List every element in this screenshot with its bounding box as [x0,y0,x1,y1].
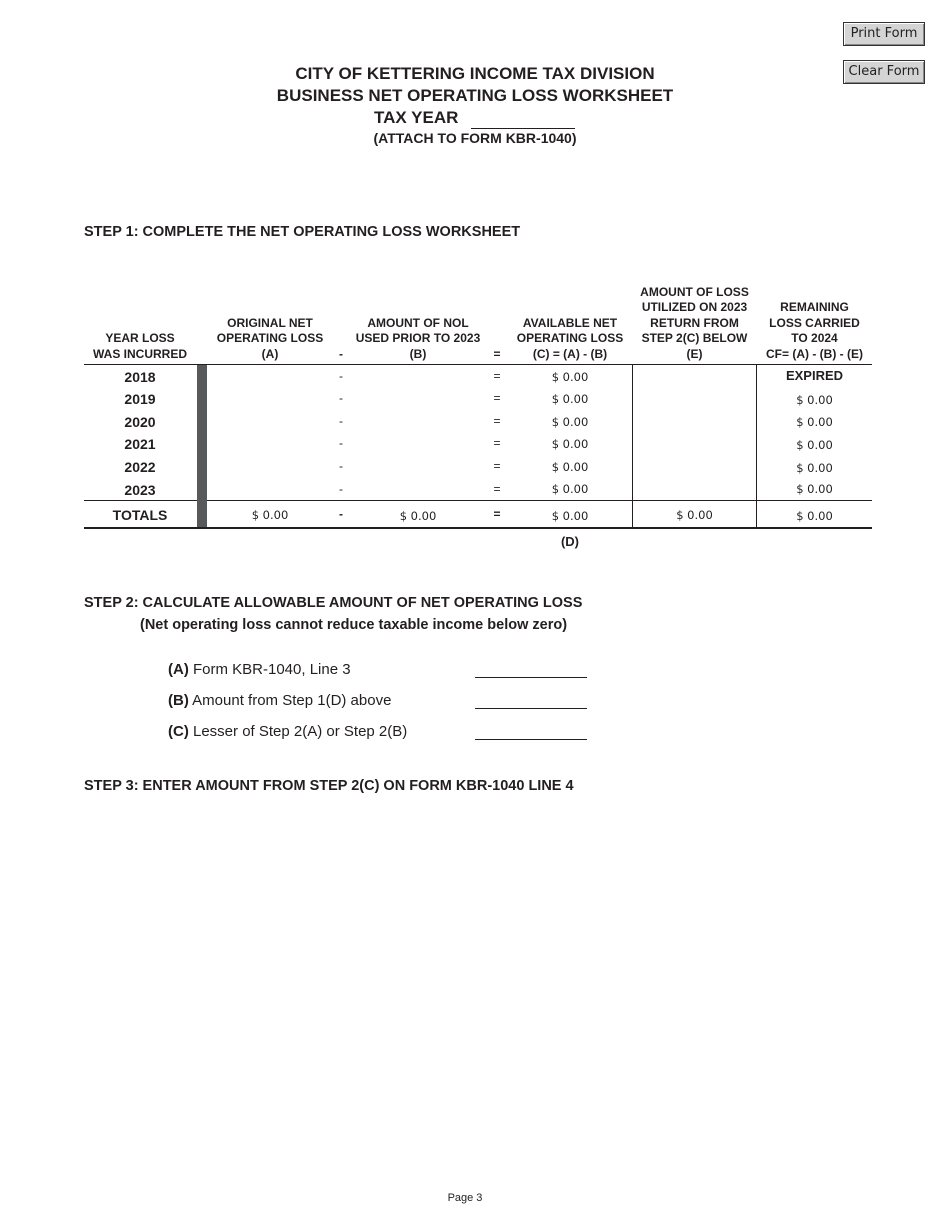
equals-sign: = [493,391,501,405]
value-c-2021: $ 0.00 [551,437,589,451]
col-header-b: AMOUNT OF NOL USED PRIOR TO 2023 (B) [355,315,481,361]
step2-a-underline [475,677,587,678]
equals-sign: = [493,482,501,496]
table-row-year: 2022 [124,459,156,475]
col-header-minus: - [339,346,343,361]
step2-b-input[interactable] [475,690,587,708]
step2-subheading: (Net operating loss cannot reduce taxable income below zero) [140,617,568,633]
step2-c-underline [475,739,587,740]
equals-sign: = [493,436,501,450]
minus-sign: - [339,369,343,383]
minus-sign: - [339,507,343,521]
value-f-2020: $ 0.00 [796,415,833,429]
page-number: Page 3 [447,1192,483,1204]
table-bottom-rule [84,527,872,529]
table-row-year: 2020 [124,414,156,430]
table-row-year: 2018 [124,369,156,385]
step2-line-b: (B) Amount from Step 1(D) above [168,692,392,709]
attach-note: (ATTACH TO FORM KBR-1040) [373,130,577,146]
step3-heading: STEP 3: ENTER AMOUNT FROM STEP 2(C) ON FORM KBR-1040 LINE 4 [84,778,574,794]
value-c-2020: $ 0.00 [551,415,589,429]
minus-sign: - [339,391,343,405]
value-f-2018: EXPIRED [785,368,844,383]
table-row-year: 2021 [124,436,156,452]
minus-sign: - [339,414,343,428]
col-header-f: REMAINING LOSS CARRIED TO 2024 CF= (A) - (B) - (E) [766,300,863,361]
equals-sign: = [493,414,501,428]
value-c-2022: $ 0.00 [551,460,589,474]
col-header-c: AVAILABLE NET OPERATING LOSS (C) = (A) - (B) [516,315,624,361]
title-line-1: CITY OF KETTERING INCOME TAX DIVISION [295,64,655,83]
print-form-button[interactable]: Print Form [843,22,925,46]
value-f-2023: $ 0.00 [796,482,833,496]
total-e: $ 0.00 [676,508,713,522]
total-f: $ 0.00 [796,509,833,523]
value-c-2019: $ 0.00 [551,392,589,406]
value-f-2019: $ 0.00 [796,393,833,407]
table-row-year: 2019 [124,391,156,407]
col-header-a: ORIGINAL NET OPERATING LOSS (A) [216,315,324,361]
step2-c-input[interactable] [475,721,587,739]
equals-sign: = [493,507,501,521]
clear-form-button[interactable]: Clear Form [843,60,925,84]
step2-line-c: (C) Lesser of Step 2(A) or Step 2(B) [168,723,408,740]
title-line-2: BUSINESS NET OPERATING LOSS WORKSHEET [276,86,674,105]
value-c-2023: $ 0.00 [551,482,589,496]
step2-line-a: (A) Form KBR-1040, Line 3 [168,661,351,678]
col-header-equals: = [493,346,501,361]
gray-separator-bar [197,365,207,527]
d-label: (D) [560,534,580,549]
equals-sign: = [493,459,501,473]
minus-sign: - [339,482,343,496]
total-c: $ 0.00 [551,509,589,523]
step2-a-input[interactable] [475,659,587,677]
value-f-2021: $ 0.00 [796,438,833,452]
table-row-year: 2023 [124,482,156,498]
tax-year-field[interactable] [471,108,575,129]
total-b: $ 0.00 [399,509,437,523]
col-header-e: AMOUNT OF LOSS UTILIZED ON 2023 RETURN FROM STEP 2(C) BELOW (E) [640,284,749,361]
equals-sign: = [493,369,501,383]
total-a: $ 0.00 [251,508,289,522]
step1-heading: STEP 1: COMPLETE THE NET OPERATING LOSS WORKSHEET [84,224,521,240]
minus-sign: - [339,436,343,450]
value-c-2018: $ 0.00 [551,370,589,384]
column-divider-e [632,365,633,527]
col-header-year: YEAR LOSS WAS INCURRED [92,331,187,361]
value-f-2022: $ 0.00 [796,461,833,475]
minus-sign: - [339,459,343,473]
tax-year-label: TAX YEAR [374,108,459,127]
step2-b-underline [475,708,587,709]
totals-label: TOTALS [112,507,168,523]
step2-heading: STEP 2: CALCULATE ALLOWABLE AMOUNT OF NET OPERATING LOSS [84,595,583,611]
